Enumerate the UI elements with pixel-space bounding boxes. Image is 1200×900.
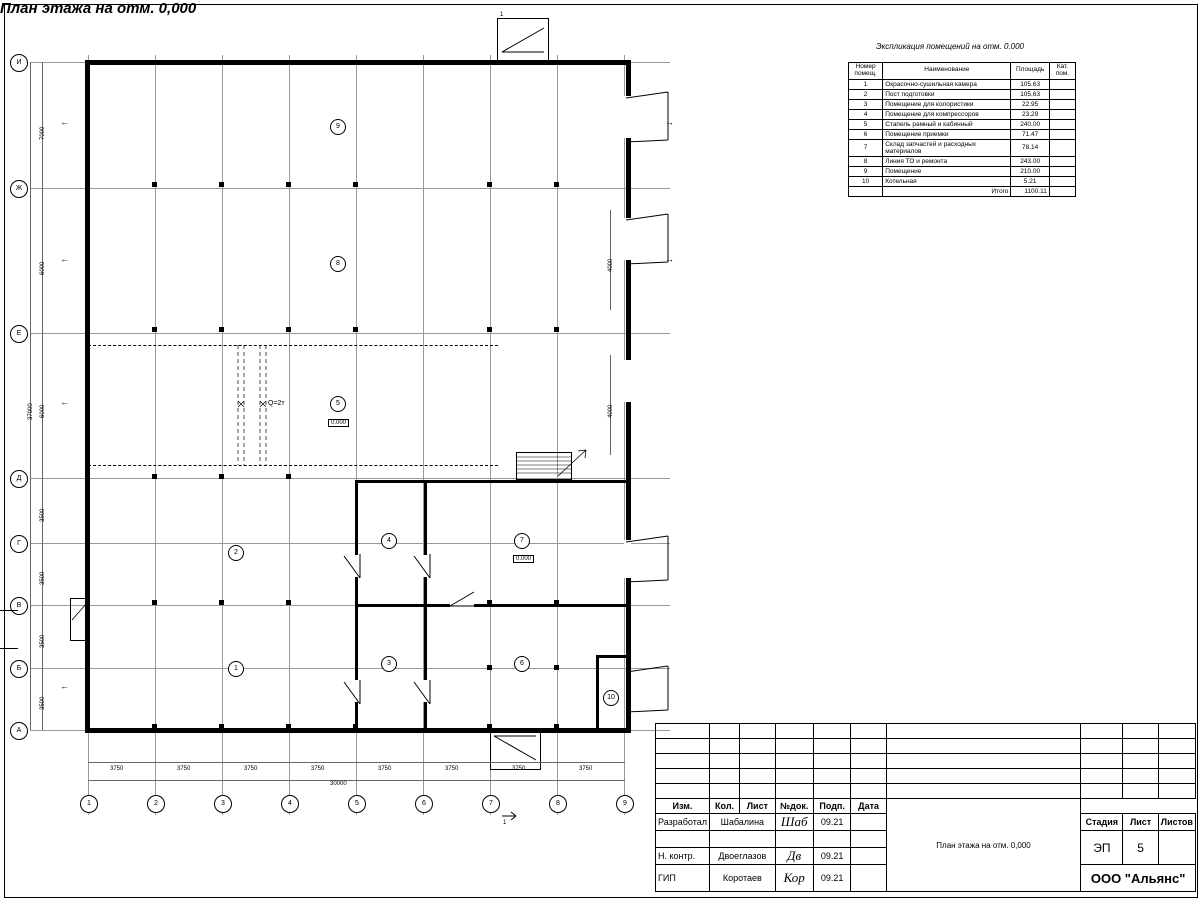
dim-v-3: 6000 <box>40 404 46 418</box>
cell-cat <box>1049 166 1075 176</box>
header-izm: Изм. <box>656 799 710 814</box>
axis-bubble-Е: Е <box>10 325 28 343</box>
edge-mark-2 <box>0 648 18 649</box>
column <box>286 182 291 187</box>
door-swing-right-1 <box>624 90 670 150</box>
column <box>219 327 224 332</box>
cell-name: Стапель рамный и кабинный <box>883 119 1011 129</box>
room-number-6: 6 <box>514 656 530 672</box>
cell-name: Пост подготовки <box>883 89 1011 99</box>
interior-wall-v-boiler <box>596 655 599 730</box>
table-row <box>849 129 1076 139</box>
cell-num: 9 <box>849 166 883 176</box>
cell-num: 1 <box>849 79 883 89</box>
cell-area: 240.00 <box>1011 119 1049 129</box>
cell-name: Линия ТО и ремонта <box>883 156 1011 166</box>
header-sheet: Лист <box>1123 814 1158 831</box>
crane-runway-line-top <box>88 345 498 346</box>
cell-area: 78.14 <box>1011 139 1049 156</box>
cell-cat <box>1049 79 1075 89</box>
cell-name: Помещение для колористики <box>883 99 1011 109</box>
exterior-wall-top <box>85 60 630 65</box>
column <box>353 327 358 332</box>
title-block-table <box>655 723 1196 892</box>
explication-title: Экспликация помещений на отм. 0.000 <box>876 42 1024 51</box>
stage-value: ЭП <box>1081 831 1123 865</box>
grid-line-Ж <box>30 188 670 189</box>
total-cat <box>1049 186 1075 196</box>
dim-chain-bottom-outer <box>88 780 625 781</box>
cell-area: 22.95 <box>1011 99 1049 109</box>
dim-v-1: 7000 <box>40 126 46 140</box>
cell-num: 6 <box>849 129 883 139</box>
total-label: Итого <box>883 186 1011 196</box>
dim-right-1: 4000 <box>608 258 614 272</box>
grid-line-Б <box>30 668 670 669</box>
column <box>487 600 492 605</box>
column <box>219 182 224 187</box>
name-2 <box>710 831 776 848</box>
cell-num: 8 <box>849 156 883 166</box>
section-mark-top: 1 <box>500 12 504 18</box>
column <box>152 182 157 187</box>
column <box>286 724 291 729</box>
doc-title: План этажа на отм. 0,000 <box>936 840 1031 850</box>
name-1: Шабалина <box>710 814 776 831</box>
axis-bubble-3: 3 <box>214 795 232 813</box>
column <box>554 327 559 332</box>
page-title: План этажа на отм. 0,000 <box>0 0 197 17</box>
axis-bubble-6: 6 <box>415 795 433 813</box>
column <box>554 182 559 187</box>
cell-area: 105.63 <box>1011 89 1049 99</box>
signature-1: Шаб <box>775 814 813 831</box>
col-header-cat: Кат. пом. <box>1049 63 1075 80</box>
column <box>219 724 224 729</box>
table-header-row <box>849 63 1076 80</box>
column <box>152 474 157 479</box>
dim-right-2: 4000 <box>608 404 614 418</box>
firm-name: ООО "Альянс" <box>1090 870 1186 886</box>
room-number-3: 3 <box>381 656 397 672</box>
grid-line-Г <box>30 543 670 544</box>
cell-cat <box>1049 139 1075 156</box>
room-number-9: 9 <box>330 119 346 135</box>
role-3: Н. контр. <box>656 848 710 865</box>
header-sheets: Листов <box>1158 814 1195 831</box>
door-swing-right-2 <box>624 212 670 272</box>
dim-h-1: 3750 <box>110 766 124 772</box>
section-arrow-bottom <box>500 806 520 820</box>
table-row <box>849 119 1076 129</box>
column <box>487 327 492 332</box>
dim-h-6: 3750 <box>445 766 459 772</box>
col-header-name: Наименование <box>883 63 1011 80</box>
cell-area: 210.00 <box>1011 166 1049 176</box>
header-stage: Стадия <box>1081 814 1123 831</box>
table-row <box>849 176 1076 186</box>
section-tick-top <box>497 20 498 30</box>
cell-name: Помещение для компрессоров <box>883 109 1011 119</box>
dim-v-4: 3500 <box>40 508 46 522</box>
level-mark-1: 0.000 <box>328 419 349 427</box>
interior-wall-h-top <box>355 480 627 483</box>
direction-arrow-right-1: → <box>665 117 674 127</box>
header-data: Дата <box>851 799 886 814</box>
door-swing-int-4 <box>410 678 434 708</box>
total-blank <box>849 186 883 196</box>
role-2 <box>656 831 710 848</box>
dim-v-2: 6000 <box>40 261 46 275</box>
axis-bubble-4: 4 <box>281 795 299 813</box>
axis-bubble-В: В <box>10 597 28 615</box>
cell-cat <box>1049 129 1075 139</box>
col-header-area: Площадь <box>1011 63 1049 80</box>
table-row <box>849 166 1076 176</box>
column <box>554 600 559 605</box>
cell-num: 3 <box>849 99 883 109</box>
column <box>219 474 224 479</box>
cell-area: 105.63 <box>1011 79 1049 89</box>
room-number-8: 8 <box>330 256 346 272</box>
column <box>286 600 291 605</box>
name-4: Коротаев <box>710 865 776 892</box>
direction-arrow-left-3: ← <box>60 397 69 407</box>
date-2 <box>813 831 851 848</box>
door-swing-int-1 <box>340 552 364 582</box>
stamp-header-row <box>656 799 1196 814</box>
vestibule-wall-top <box>497 18 549 19</box>
signature-4: Кор <box>775 865 813 892</box>
axis-bubble-Б: Б <box>10 660 28 678</box>
room-number-4: 4 <box>381 533 397 549</box>
room-number-5: 5 <box>330 396 346 412</box>
signature-3: Дв <box>775 848 813 865</box>
grid-line-8 <box>557 55 558 815</box>
date-3: 09.21 <box>813 848 851 865</box>
grid-line-2 <box>155 55 156 815</box>
dim-v-5: 3500 <box>40 571 46 585</box>
dim-h-8: 3750 <box>579 766 593 772</box>
header-kol: Кол. <box>710 799 740 814</box>
date-1: 09.21 <box>813 814 851 831</box>
axis-bubble-Д: Д <box>10 470 28 488</box>
axis-bubble-2: 2 <box>147 795 165 813</box>
table-row <box>849 79 1076 89</box>
grid-line-7 <box>490 55 491 815</box>
axis-bubble-Ж: Ж <box>10 180 28 198</box>
cell-area: 5.21 <box>1011 176 1049 186</box>
table-row <box>849 89 1076 99</box>
cell-name: Окрасочно-сушильная камера <box>883 79 1011 89</box>
column <box>487 182 492 187</box>
cell-num: 10 <box>849 176 883 186</box>
axis-bubble-5: 5 <box>348 795 366 813</box>
cell-num: 4 <box>849 109 883 119</box>
dim-h-4: 3750 <box>311 766 325 772</box>
axis-bubble-1: 1 <box>80 795 98 813</box>
column <box>353 724 358 729</box>
stair-arrow <box>556 446 592 480</box>
doc-title-cell <box>886 799 1081 892</box>
cell-cat <box>1049 109 1075 119</box>
table-row <box>849 139 1076 156</box>
column <box>286 327 291 332</box>
table-row <box>849 156 1076 166</box>
axis-bubble-А: А <box>10 722 28 740</box>
dim-v-6: 3500 <box>40 634 46 648</box>
cell-name: Котельная <box>883 176 1011 186</box>
column <box>353 182 358 187</box>
grid-line-4 <box>289 55 290 815</box>
edge-mark-1 <box>0 610 18 611</box>
column <box>286 474 291 479</box>
column <box>487 724 492 729</box>
dim-chain-left <box>42 62 43 730</box>
direction-arrow-left-2: ← <box>60 254 69 264</box>
column <box>219 600 224 605</box>
vestibule2-wall-left <box>490 730 491 770</box>
dim-chain-bottom <box>88 762 625 763</box>
table-row <box>849 99 1076 109</box>
col-header-num: Номер помещ. <box>849 63 883 80</box>
cell-area: 71.47 <box>1011 129 1049 139</box>
direction-arrow-right-2: → <box>665 254 674 264</box>
role-4: ГИП <box>656 865 710 892</box>
total-value: 1100.11 <box>1011 186 1049 196</box>
vestibule-wall-right <box>548 18 549 60</box>
header-ndok: №док. <box>775 799 813 814</box>
cell-area: 23.29 <box>1011 109 1049 119</box>
dim-h-total: 30000 <box>330 781 347 787</box>
room-number-10: 10 <box>603 690 619 706</box>
dim-v-7: 3500 <box>40 696 46 710</box>
column <box>554 665 559 670</box>
door-swing-int-3 <box>340 678 364 708</box>
table-total-row <box>849 186 1076 196</box>
axis-bubble-7: 7 <box>482 795 500 813</box>
crane-hoist-symbol <box>232 345 272 467</box>
vestibule2-wall-right <box>540 730 541 770</box>
column <box>152 600 157 605</box>
cell-num: 7 <box>849 139 883 156</box>
dim-h-3: 3750 <box>244 766 258 772</box>
axis-bubble-И: И <box>10 54 28 72</box>
role-1: Разработал <box>656 814 710 831</box>
room-number-2: 2 <box>228 545 244 561</box>
date-4: 09.21 <box>813 865 851 892</box>
dim-h-5: 3750 <box>378 766 392 772</box>
door-swing-right-3 <box>624 534 670 590</box>
crane-capacity-label: Q=2т <box>268 400 285 407</box>
axis-bubble-9: 9 <box>616 795 634 813</box>
explication-table <box>848 62 1076 197</box>
cell-cat <box>1049 119 1075 129</box>
cell-cat <box>1049 99 1075 109</box>
dim-chain-left-outer <box>30 62 31 730</box>
cell-area: 243.00 <box>1011 156 1049 166</box>
cell-name: Помещение <box>883 166 1011 176</box>
door-swing-int-5 <box>448 590 478 610</box>
door-swing-int-2 <box>410 552 434 582</box>
left-annex-bottom <box>70 640 86 641</box>
column <box>152 724 157 729</box>
crane-runway-line-bottom <box>88 465 498 466</box>
table-row <box>849 109 1076 119</box>
door-swing-right-4 <box>624 664 670 720</box>
room-number-1: 1 <box>228 661 244 677</box>
room-number-7: 7 <box>514 533 530 549</box>
level-mark-2: 0.000 <box>513 555 534 563</box>
section-mark-bottom: 1 <box>503 820 507 826</box>
grid-line-Е <box>30 333 670 334</box>
cell-cat <box>1049 156 1075 166</box>
grid-line-3 <box>222 55 223 815</box>
column <box>487 665 492 670</box>
dim-h-2: 3750 <box>177 766 191 772</box>
direction-arrow-left-1: ← <box>60 117 69 127</box>
signature-2 <box>775 831 813 848</box>
axis-bubble-8: 8 <box>549 795 567 813</box>
column <box>152 327 157 332</box>
header-podp: Подп. <box>813 799 851 814</box>
vestibule-door-swing <box>500 22 548 58</box>
direction-arrow-left-4: ← <box>60 681 69 691</box>
title-block <box>655 723 1196 897</box>
axis-bubble-Г: Г <box>10 535 28 553</box>
header-list: Лист <box>740 799 776 814</box>
column <box>554 724 559 729</box>
cell-num: 5 <box>849 119 883 129</box>
cell-name: Помещение приемки <box>883 129 1011 139</box>
cell-cat <box>1049 89 1075 99</box>
sheets-value <box>1158 831 1195 865</box>
dim-h-7: 3750 <box>512 766 526 772</box>
cell-name: Склад запчастей и расходных материалов <box>883 139 1011 156</box>
left-annex-door-swing <box>70 600 88 640</box>
sheet-value: 5 <box>1123 831 1158 865</box>
left-annex-top <box>70 598 86 599</box>
name-3: Двоеглазов <box>710 848 776 865</box>
interior-wall-h-boiler <box>596 655 628 658</box>
dim-v-total: 37000 <box>28 403 34 420</box>
cell-num: 2 <box>849 89 883 99</box>
door-gap-right-3 <box>624 360 631 402</box>
cell-cat <box>1049 176 1075 186</box>
